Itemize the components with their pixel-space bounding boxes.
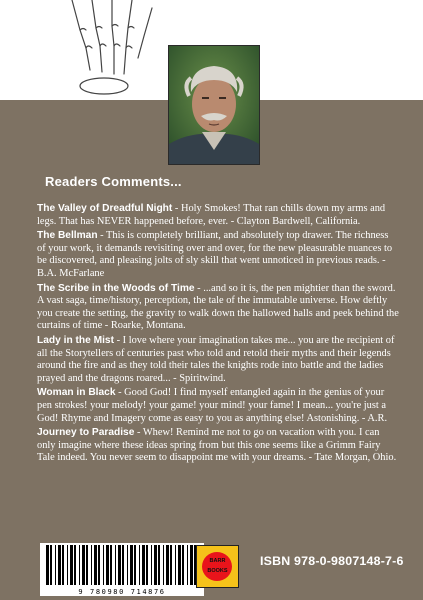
barcode (40, 543, 204, 596)
comment-woman (37, 387, 399, 425)
comments-list (37, 203, 399, 467)
comment-bellman (37, 230, 399, 280)
comment-text: - Holy Smokes! That ran chills down my arms and legs. That has NEVER happened before, ever. - Clayton Bardwell, California. (37, 203, 386, 227)
comment-title: The Scribe in the Woods of Time (37, 282, 195, 294)
barcode-number: 9 780980 714876 (40, 588, 204, 596)
publisher-name-line1: BARR (209, 558, 226, 564)
publisher-name-line2: BOOKS (207, 568, 228, 574)
comment-text: - Good God! I find myself entangled again in the genius of your pen strokes! your melody! your game! your mind! your fame! I mean... you're just a God! Rhyme and Imagery come as easy to you as anything else! Astonishing. - A.R. (37, 387, 388, 424)
comment-title: The Bellman (37, 230, 98, 242)
readers-comments-heading: Readers Comments... (45, 174, 182, 189)
comment-title: Lady in the Mist (37, 334, 114, 346)
comment-text: - ...and so it is, the pen mightier than the sword. A vast saga, time/history, perception, the tale of the immutable universe. How deftly you create the setting, the gravity to walk down the hallowed halls and peek behind the curtains of time - Roarke, Montana. (37, 282, 399, 332)
author-photo (168, 45, 260, 165)
comment-text: - I love where your imagination takes me... you are the recipient of all the Storytellers of centuries past who told and retold their myths and their legends around the fire and as they told their tales the knights rode into battle and the ladies prayed and the dragons roared... - Spiritwind. (37, 334, 395, 384)
skeleton-hand-illustration (52, 0, 172, 95)
logo-oval (202, 552, 232, 581)
comment-title: Journey to Paradise (37, 427, 135, 439)
comment-title: The Valley of Dreadful Night (37, 203, 173, 214)
comment-text: - Whew! Remind me not to go on vacation with you. I can only imagine where these ideas spring from but this one seems like a Grimm Fairy Tale indeed. You never seem to disappoint me with your dreams. - Tate Morgan, Ohio. (37, 427, 397, 464)
comment-title: Woman in Black (37, 387, 116, 399)
comment-text: - This is completely brilliant, and absolutely top drawer. The richness of your work, it demands revisiting over and over, for the new pleasurable nuances to be discovered, and pleasing jolts of sly skill that went unnoticed in previous reads. - B.A. McFarlane (37, 230, 393, 279)
publisher-logo (196, 545, 239, 588)
comment-lady (37, 335, 399, 385)
comment-scribe (37, 283, 399, 333)
isbn: ISBN 978-0-9807148-7-6 (260, 554, 404, 568)
comment-journey (37, 427, 399, 465)
comment-valley (37, 203, 399, 228)
